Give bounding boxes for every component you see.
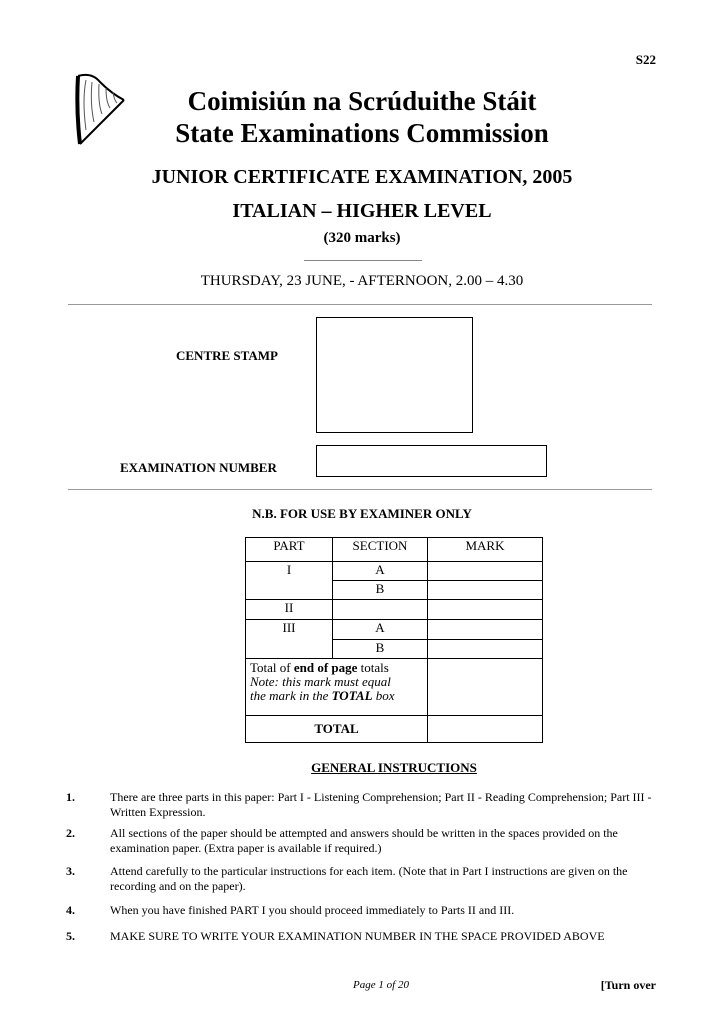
column-header: PART xyxy=(246,538,333,562)
instruction-text: All sections of the paper should be attempted and answers should be written in the spaces provided on the examination paper. (Extra paper is available if required.) xyxy=(110,826,618,855)
section-cell: A xyxy=(333,620,428,640)
instruction-text: MAKE SURE TO WRITE YOUR EXAMINATION NUMBER IN THE SPACE PROVIDED ABOVE xyxy=(110,929,605,943)
column-header: SECTION xyxy=(333,538,428,562)
note-line-2-prefix: the mark in the xyxy=(250,688,329,703)
total-marks: (320 marks) xyxy=(323,230,401,246)
note-line-1: Note: this mark must equal xyxy=(250,674,391,689)
instruction-text: When you have finished PART I you should proceed immediately to Parts II and III. xyxy=(110,903,515,917)
table-row xyxy=(246,600,543,620)
total-of-suffix: totals xyxy=(360,660,389,675)
mark-cell[interactable] xyxy=(428,620,543,640)
mark-cell[interactable] xyxy=(428,600,543,620)
instruction-number: 1. xyxy=(66,790,75,804)
commission-name-irish: Coimisiún na Scrúduithe Stáit xyxy=(187,86,537,116)
exam-date-time: THURSDAY, 23 JUNE, - AFTERNOON, 2.00 – 4.30 xyxy=(200,273,524,289)
instruction-number: 5. xyxy=(66,929,75,943)
mark-cell[interactable] xyxy=(428,581,543,600)
instruction-number: 2. xyxy=(66,826,75,840)
total-of-prefix: Total of xyxy=(250,660,291,675)
centre-stamp-box[interactable] xyxy=(316,317,473,433)
table-row xyxy=(246,562,543,581)
instruction-number: 3. xyxy=(66,864,75,878)
total-of-bold: end of page xyxy=(293,660,358,675)
table-row xyxy=(246,659,543,716)
section-divider xyxy=(68,304,652,305)
section-cell: B xyxy=(333,581,428,600)
instruction-text: Attend carefully to the particular instructions for each item. (Note that in Part I instructions are given on the recording and on the paper). xyxy=(110,864,628,893)
centre-stamp-label: CENTRE STAMP xyxy=(176,348,278,363)
part-cell: I xyxy=(246,562,333,600)
end-of-page-totals-cell xyxy=(246,659,428,716)
column-header: MARK xyxy=(428,538,543,562)
mark-cell[interactable] xyxy=(428,659,543,716)
table-header-row xyxy=(246,538,543,562)
note-line-2-suffix: box xyxy=(375,688,395,703)
subject-level: ITALIAN – HIGHER LEVEL xyxy=(232,200,492,222)
table-row xyxy=(246,716,543,743)
turn-over-label: [Turn over xyxy=(600,978,656,992)
total-label: TOTAL xyxy=(246,716,428,743)
table-row xyxy=(246,620,543,640)
instructions-heading: GENERAL INSTRUCTIONS xyxy=(311,760,477,775)
mark-cell[interactable] xyxy=(428,562,543,581)
note-line-2-bold: TOTAL xyxy=(331,688,373,703)
mark-cell[interactable] xyxy=(428,640,543,659)
total-mark-cell[interactable] xyxy=(428,716,543,743)
examiner-heading: N.B. FOR USE BY EXAMINER ONLY xyxy=(252,506,472,521)
page-number: Page 1 of 20 xyxy=(353,979,409,991)
section-cell: B xyxy=(333,640,428,659)
title-divider xyxy=(304,260,422,261)
commission-name-english: State Examinations Commission xyxy=(175,118,549,148)
paper-code: S22 xyxy=(635,52,656,67)
instruction-text: There are three parts in this paper: Part I - Listening Comprehension; Part II - Reading Comprehension; Part III - Written Expression. xyxy=(110,790,652,819)
exam-number-field[interactable] xyxy=(316,445,547,477)
examiner-marks-table xyxy=(245,537,543,743)
exam-number-label: EXAMINATION NUMBER xyxy=(120,460,277,475)
exam-title: JUNIOR CERTIFICATE EXAMINATION, 2005 xyxy=(151,166,573,188)
section-cell xyxy=(333,600,428,620)
part-cell: II xyxy=(246,600,333,620)
section-cell: A xyxy=(333,562,428,581)
section-divider xyxy=(68,489,652,490)
part-cell: III xyxy=(246,620,333,659)
instruction-number: 4. xyxy=(66,903,75,917)
